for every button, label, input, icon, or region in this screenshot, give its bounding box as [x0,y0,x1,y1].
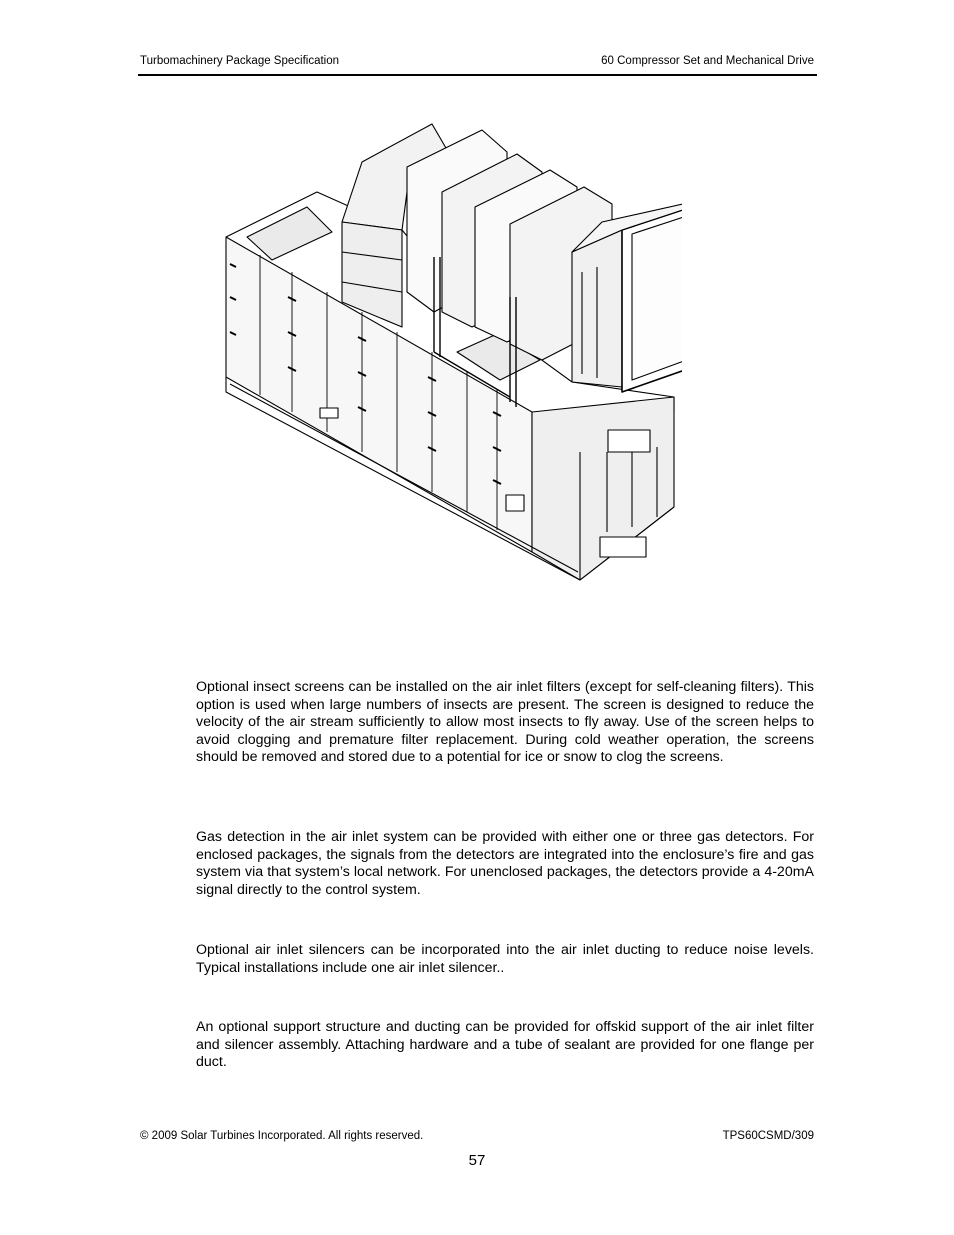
footer-doc-id: TPS60CSMD/309 [722,1130,814,1142]
page-header-left: Turbomachinery Package Specification [140,55,340,67]
filter-screen [632,207,682,380]
end-vent [608,430,650,452]
roof-hatch [247,207,332,260]
paragraph-inlet-silencers: Optional air inlet silencers can be incorporated into the air inlet ducting to reduce noise levels. Typical installations include one air inlet silencer.. [196,942,814,976]
page-header-right: 60 Compressor Set and Mechanical Drive [601,55,814,67]
footer-copyright: © 2009 Solar Turbines Incorporated. All rights reserved. [140,1130,424,1142]
paragraph-gas-detection: Gas detection in the air inlet system can be provided with either one or three gas detectors. For enclosed packages, the signals from the detectors are integrated into the enclosure’s fire and gas system via that system’s local network. For unenclosed packages, the detectors provide a 4-20mA signal directly to the control system. [196,829,814,898]
package-enclosure-drawing [222,112,682,587]
label-plate [506,495,524,511]
end-skid-box [600,537,646,557]
package-enclosure-svg [222,112,682,587]
header-rule [138,74,817,76]
paragraph-insect-screens: Optional insect screens can be installed on the air inlet filters (except for self-cleaning filters). This option is used when large numbers of insects are present. The screen is designed to reduce the velocity of the air stream sufficiently to allow most insects to fly away. Use of the screen helps to avoid clogging and premature filter replacement. During cold weather operation, the screens should be removed and stored due to a potential for ice or snow to clog the screens. [196,679,814,766]
page-number: 57 [468,1152,486,1169]
paragraph-support-structure: An optional support structure and ducting can be provided for offskid support of the air inlet filter and silencer assembly. Attaching hardware and a tube of sealant are provided for one flange per duct. [196,1019,814,1071]
